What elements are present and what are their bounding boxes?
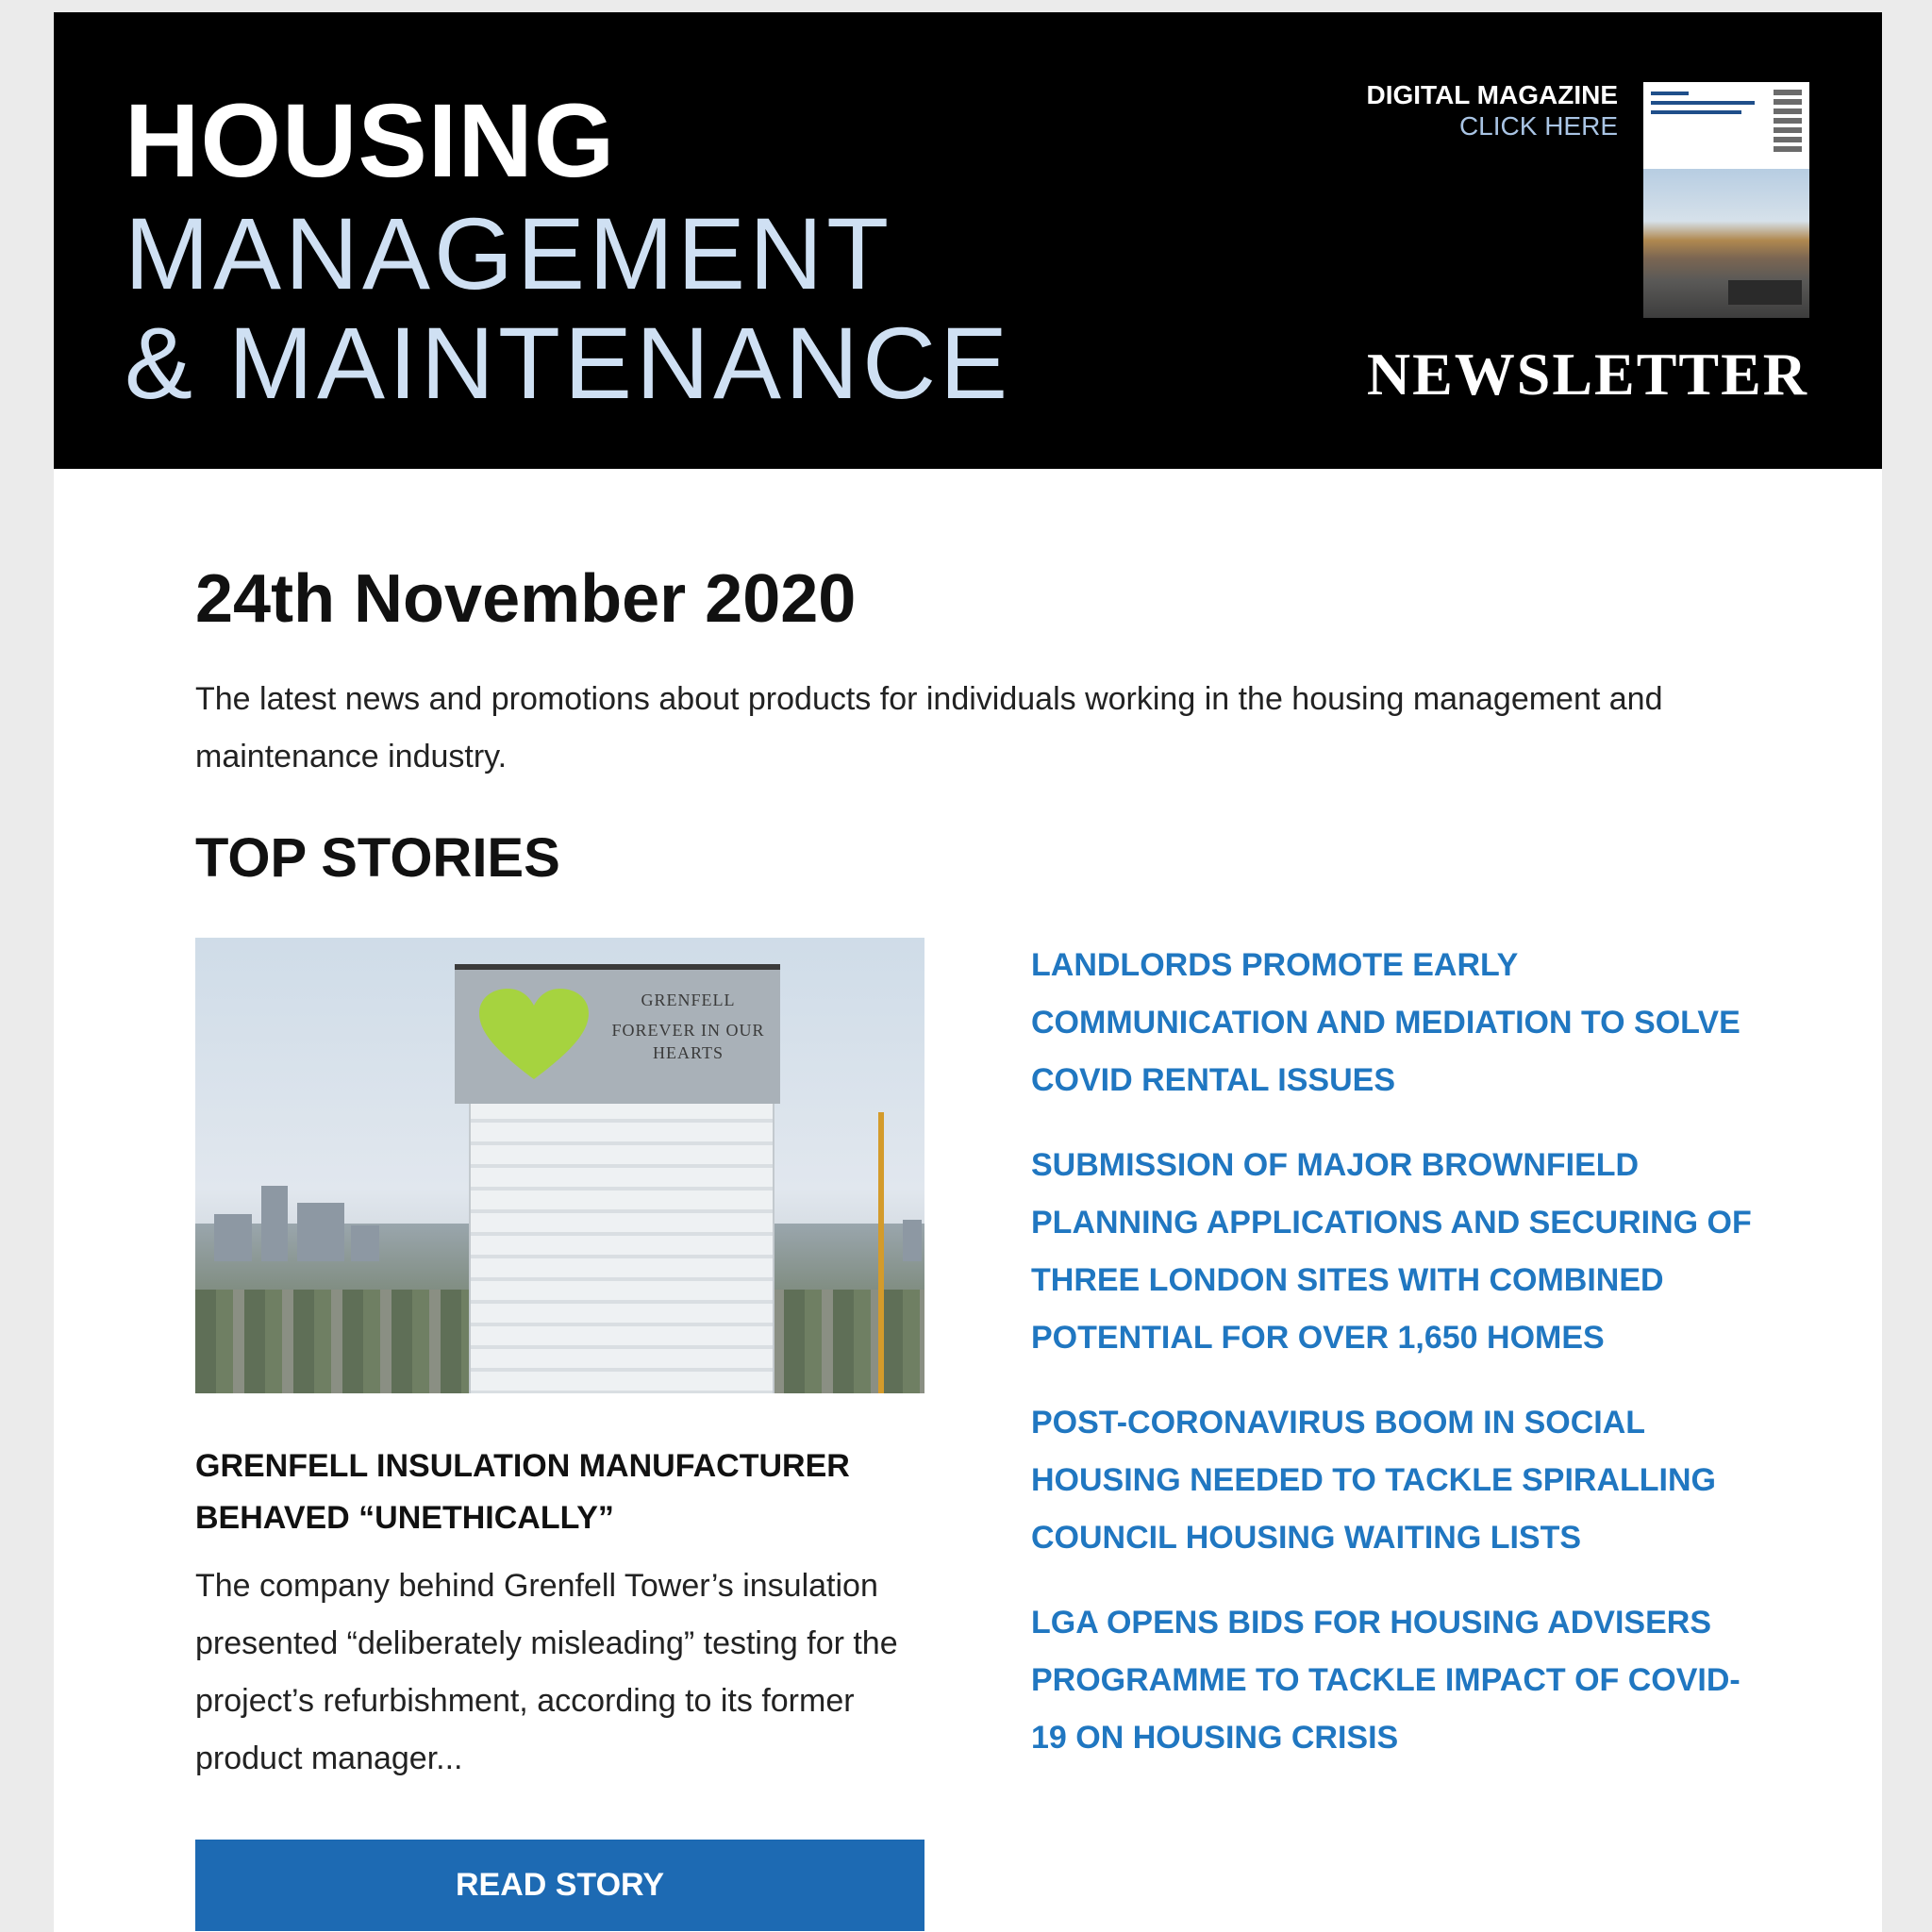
list-item	[1031, 1594, 1767, 1767]
brand-title-management: MANAGEMENT	[125, 196, 893, 310]
cover-headline-block	[1728, 280, 1802, 305]
image-city-building	[351, 1225, 379, 1261]
image-tower	[469, 1098, 774, 1393]
click-here-label: CLICK HERE	[1458, 111, 1618, 141]
headline-link[interactable]: LGA OPENS BIDS FOR HOUSING ADVISERS PROGRAMME TO TACKLE IMPACT OF COVID-19 ON HOUSING CRISIS	[1031, 1605, 1740, 1756]
masthead	[54, 12, 1882, 469]
headline-list	[1031, 937, 1767, 1794]
image-city-building	[903, 1220, 922, 1261]
newsletter-sheet	[54, 12, 1882, 1932]
banner-text	[606, 989, 771, 1064]
magazine-cover-thumbnail[interactable]	[1643, 82, 1809, 318]
list-item	[1031, 1137, 1767, 1367]
banner-line-forever: FOREVER IN OUR HEARTS	[611, 1021, 765, 1062]
digital-magazine-label: DIGITAL MAGAZINE	[1366, 80, 1618, 109]
banner-line-grenfell: GRENFELL	[641, 991, 736, 1009]
headline-link[interactable]: SUBMISSION OF MAJOR BROWNFIELD PLANNING APPLICATIONS AND SECURING OF THREE LONDON SITES WITH COMBINED POTENTIAL FOR OVER 1,650 HOMES	[1031, 1147, 1752, 1356]
newsletter-wordmark: NEWSLETTER	[1366, 341, 1808, 408]
issue-date: 24th November 2020	[195, 561, 857, 637]
image-city-building	[214, 1214, 252, 1261]
feature-story-image[interactable]	[195, 938, 924, 1393]
cover-masthead-lines	[1651, 92, 1757, 120]
image-tower-banner	[455, 964, 780, 1104]
list-item	[1031, 1394, 1767, 1567]
image-crane	[878, 1112, 884, 1393]
feature-story-title[interactable]: GRENFELL INSULATION MANUFACTURER BEHAVED “UNETHICALLY”	[195, 1448, 850, 1536]
brand-title-maintenance: & MAINTENANCE	[125, 306, 1012, 420]
read-story-button[interactable]: READ STORY	[195, 1840, 924, 1931]
image-city-building	[297, 1203, 344, 1261]
heart-icon	[477, 989, 591, 1083]
image-city-building	[261, 1186, 288, 1261]
headline-link[interactable]: POST-CORONAVIRUS BOOM IN SOCIAL HOUSING NEEDED TO TACKLE SPIRALLING COUNCIL HOUSING WAITING LISTS	[1031, 1405, 1717, 1556]
list-item	[1031, 937, 1767, 1109]
cover-side-thumbnails	[1774, 90, 1802, 156]
digital-magazine-link[interactable]	[1366, 80, 1618, 142]
brand-title-housing: HOUSING	[125, 83, 616, 199]
headline-link[interactable]: LANDLORDS PROMOTE EARLY COMMUNICATION AND MEDIATION TO SOLVE COVID RENTAL ISSUES	[1031, 947, 1740, 1098]
top-stories-heading: TOP STORIES	[195, 827, 560, 889]
feature-story-summary: The company behind Grenfell Tower’s insulation presented “deliberately misleading” testing for the project’s refurbishment, according to its former product manager...	[195, 1568, 898, 1776]
issue-intro: The latest news and promotions about products for individuals working in the housing management and maintenance industry.	[195, 681, 1663, 774]
